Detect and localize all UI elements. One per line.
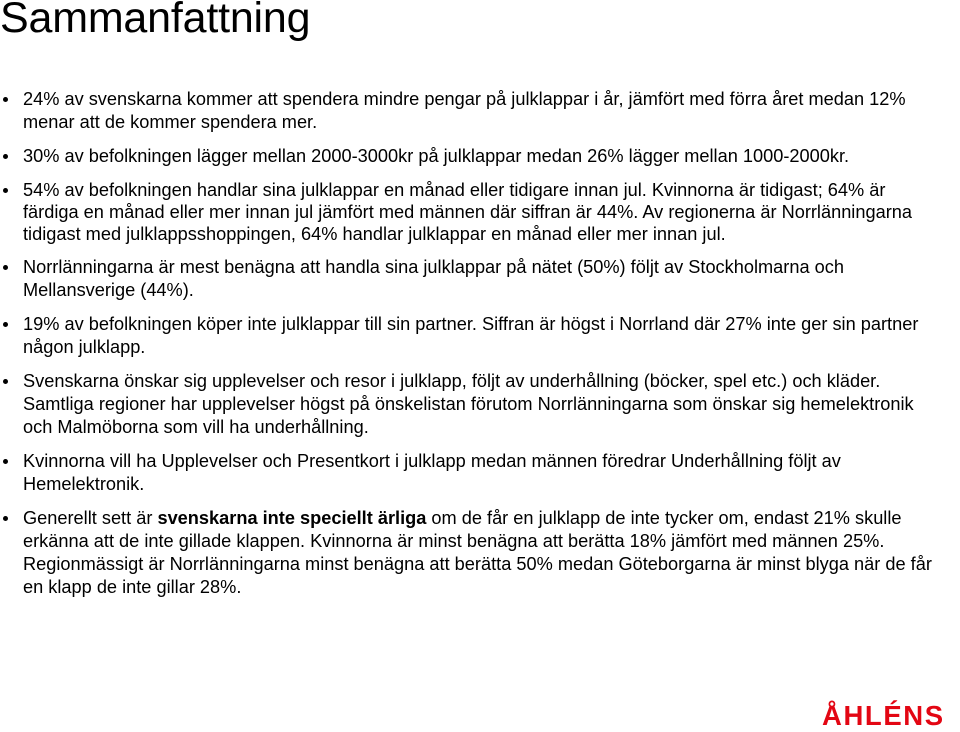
bullet-text-bold: svenskarna inte speciellt ärliga: [157, 508, 427, 528]
bullet-item: [0, 507, 945, 599]
bullet-dot-icon: [3, 322, 8, 327]
bullet-dot-icon: [3, 97, 8, 102]
bullet-item: [0, 179, 945, 245]
bullet-dot-icon: [3, 154, 8, 159]
page-title: Sammanfattning: [0, 0, 311, 42]
bullet-text-part: om de får en julklapp de inte tycker om, endast 21% skulle erkänna att de inte gillade klappen. Kvinnorna är minst benägna att berätta 18% jämfört med männen 25%. Regionmässigt är Norrlänningarna minst benägna att berätta 50% medan Göteborgarna är minst blyga när de får en klapp de inte gillar 28%.: [23, 508, 932, 597]
bullet-dot-icon: [3, 379, 8, 384]
bullet-dot-icon: [3, 188, 8, 193]
ahlens-logo: [821, 696, 956, 728]
bullet-item: [0, 313, 945, 359]
bullet-dot-icon: [3, 265, 8, 270]
bullet-text-part: Generellt sett är: [23, 508, 158, 528]
bullet-item: [0, 450, 945, 496]
bullet-text: 54% av befolkningen handlar sina julklappar en månad eller tidigare innan jul. Kvinnorna är tidigast; 64% är färdiga en månad eller mer innan jul jämfört med männen där siffran är 44%. Av regionerna är Norrlänningarna tidigast med julklappsshoppingen, 64% handlar julklappar en månad eller mer innan jul.: [23, 180, 912, 244]
bullet-item: [0, 256, 945, 302]
summary-bullet-list: [0, 88, 945, 610]
bullet-item: [0, 370, 945, 439]
logo-text: ÅHLÉNS: [822, 700, 945, 728]
bullet-text: [23, 507, 945, 599]
bullet-text: Svenskarna önskar sig upplevelser och resor i julklapp, följt av underhållning (böcker, spel etc.) och kläder. Samtliga regioner har upplevelser högst på önskelistan förutom Norrlänningarna som önskar sig hemelektronik och Malmöborna som vill ha underhållning.: [23, 371, 914, 437]
bullet-text: 19% av befolkningen köper inte julklappar till sin partner. Siffran är högst i Norrland där 27% inte ger sin partner någon julklapp.: [23, 314, 919, 357]
bullet-text: Kvinnorna vill ha Upplevelser och Presentkort i julklapp medan männen föredrar Underhållning följt av Hemelektronik.: [23, 451, 841, 494]
bullet-dot-icon: [3, 459, 8, 464]
bullet-item: [0, 145, 945, 168]
bullet-item: [0, 88, 945, 134]
bullet-text: 30% av befolkningen lägger mellan 2000-3000kr på julklappar medan 26% lägger mellan 1000-2000kr.: [23, 146, 850, 166]
bullet-text: 24% av svenskarna kommer att spendera mindre pengar på julklappar i år, jämfört med förra året medan 12% menar att de kommer spendera mer.: [23, 89, 906, 132]
bullet-dot-icon: [3, 516, 8, 521]
bullet-text: Norrlänningarna är mest benägna att handla sina julklappar på nätet (50%) följt av Stockholmarna och Mellansverige (44%).: [23, 257, 844, 300]
